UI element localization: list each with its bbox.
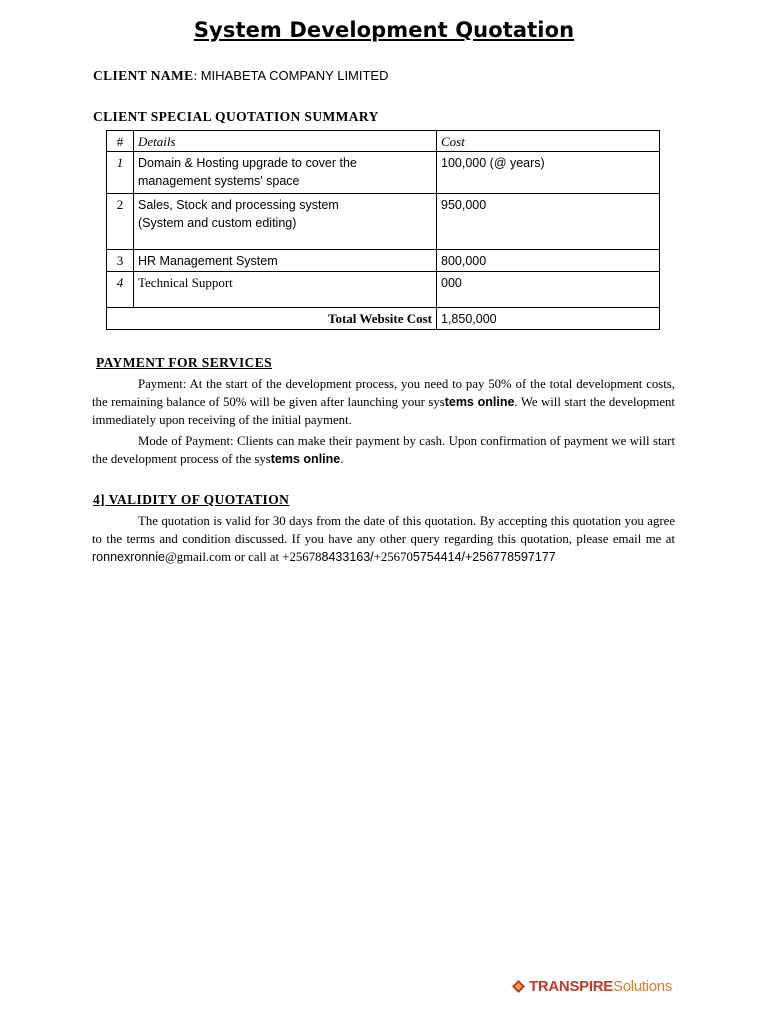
phone-c: +25670: [373, 550, 413, 564]
payment-heading: PAYMENT FOR SERVICES: [96, 355, 273, 370]
row-details-line2: (System and custom editing): [138, 216, 297, 230]
table-row: [107, 194, 660, 250]
header-cost: Cost: [437, 131, 660, 152]
payment-text: Payment: At the start of the development process, you need to pay 50% of the total development costs, the remaining balance of 50% will be given after launching your sys: [92, 377, 675, 409]
payment-bold: tems online: [444, 395, 515, 409]
row-cost: 950,000: [437, 194, 660, 250]
header-details: Details: [134, 131, 437, 152]
row-num: 2: [107, 194, 134, 250]
validity-text: The quotation is valid for 30 days from the date of this quotation. By accepting this quotation you agree to the terms and condition discussed. If you have any other query regarding this quotation, please email me at: [92, 514, 675, 546]
client-name-value: MIHABETA COMPANY LIMITED: [200, 68, 389, 83]
client-name-label: CLIENT NAME: [93, 68, 194, 83]
row-details-line1: Sales, Stock and processing system: [138, 198, 339, 212]
phone-a: +25678: [282, 550, 322, 564]
row-details: [134, 152, 437, 194]
row-num: 1: [107, 152, 134, 194]
row-cost: 800,000: [437, 250, 660, 272]
table-row: [107, 250, 660, 272]
client-name-separator: :: [193, 68, 198, 83]
row-num: 3: [107, 250, 134, 272]
total-label: Total Website Cost: [107, 308, 437, 330]
phone-d: 5754414/+256778597177: [412, 550, 556, 564]
row-details: [134, 194, 437, 250]
row-details-line2: management systems' space: [138, 174, 300, 188]
mode-text: Mode of Payment: Clients can make their payment by cash. Upon confirmation of payment we will start the development process of the sys: [92, 434, 675, 466]
table-row: [107, 152, 660, 194]
total-value: 1,850,000: [437, 308, 660, 330]
logo-suffix: Solutions: [612, 978, 672, 995]
client-name-line: [93, 68, 389, 84]
row-num: 4: [107, 272, 134, 308]
mode-bold: tems online: [270, 452, 341, 466]
company-logo: [512, 978, 672, 995]
row-details-line1: Domain & Hosting upgrade to cover the: [138, 156, 357, 170]
validity-heading: 4] VALIDITY OF QUOTATION: [93, 492, 290, 507]
mode-text-end: .: [340, 452, 344, 466]
validity-email-rest: @gmail.com or call at: [164, 550, 280, 564]
table-header-row: [107, 131, 660, 152]
diamond-logo-icon: [512, 980, 525, 993]
quotation-table: [106, 130, 660, 330]
payment-text-end: . We will start the development immediately upon receiving of the initial payment.: [92, 395, 675, 427]
row-cost: 100,000 (@ years): [437, 152, 660, 194]
row-cost: 000: [437, 272, 660, 308]
page-title: System Development Quotation: [193, 18, 575, 42]
summary-heading: CLIENT SPECIAL QUOTATION SUMMARY: [93, 109, 379, 124]
phone-b: 8433163/: [321, 550, 374, 564]
payment-paragraph: [92, 375, 675, 429]
header-num: #: [107, 131, 134, 152]
mode-of-payment-paragraph: [92, 432, 675, 468]
logo-brand: TRANSPIRE: [529, 978, 613, 995]
row-details: HR Management System: [134, 250, 437, 272]
table-total-row: [107, 308, 660, 330]
row-details: Technical Support: [134, 272, 437, 308]
validity-paragraph: [92, 512, 675, 566]
validity-email-bold: ronnexronnie: [92, 550, 165, 564]
table-row: [107, 272, 660, 308]
